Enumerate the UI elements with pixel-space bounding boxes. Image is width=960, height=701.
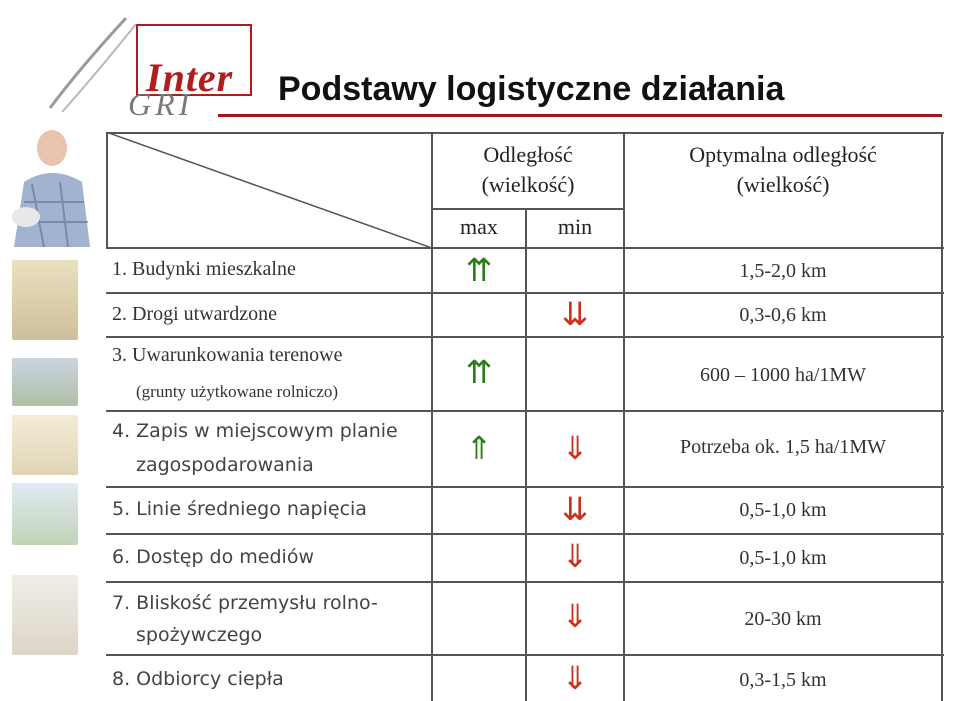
row-3-max-arrow-icon: ⇈ xyxy=(465,354,493,390)
row-3-label: 3. Uwarunkowania terenowe xyxy=(112,344,343,366)
header-max: max xyxy=(460,214,498,239)
logo-word-agri: GRI xyxy=(128,86,194,122)
table-top-line xyxy=(106,132,944,134)
header-distance-line2: (wielkość) xyxy=(481,172,575,197)
row-4-min-arrow-icon: ⇓ xyxy=(561,430,589,466)
col-line-left xyxy=(106,132,108,248)
row-5-value: 0,5-1,0 km xyxy=(739,499,827,521)
page-title: Podstawy logistyczne działania xyxy=(278,70,785,108)
row-7-sublabel: spożywczego xyxy=(136,624,263,646)
row-2-label: 2. Drogi utwardzone xyxy=(112,303,277,325)
header-distance-line1: Odległość xyxy=(483,142,573,167)
row-1-value: 1,5-2,0 km xyxy=(739,260,827,282)
row-6-min-arrow-icon: ⇓ xyxy=(561,538,589,574)
row-4-sublabel: zagospodarowania xyxy=(136,454,314,476)
row-4-value: Potrzeba ok. 1,5 ha/1MW xyxy=(679,436,887,458)
row-3-value: 600 – 1000 ha/1MW xyxy=(699,364,867,386)
header-optimal-line2: (wielkość) xyxy=(736,172,830,197)
logo-word-inter: Inter xyxy=(146,55,234,100)
row-7-label: 7. Bliskość przemysłu rolno- xyxy=(112,592,378,614)
row-1-label: 1. Budynki mieszkalne xyxy=(112,258,296,280)
header-diagonal xyxy=(106,132,432,248)
row-4-max-arrow-icon: ⇑ xyxy=(465,430,493,466)
row-5-label: 5. Linie średniego napięcia xyxy=(112,498,367,520)
row-3-sublabel: (grunty użytkowane rolniczo) xyxy=(136,382,339,401)
row-7-value: 20-30 km xyxy=(744,608,822,630)
row-7-min-arrow-icon: ⇓ xyxy=(561,598,589,634)
header-optimal-line1: Optymalna odległość xyxy=(689,142,877,167)
row-2-value: 0,3-0,6 km xyxy=(739,304,827,326)
row-1-max-arrow-icon: ⇈ xyxy=(465,252,493,288)
row-8-value: 0,3-1,5 km xyxy=(739,669,827,691)
row-8-label: 8. Odbiorcy ciepła xyxy=(112,668,284,690)
row-6-value: 0,5-1,0 km xyxy=(739,547,827,569)
row-8-min-arrow-icon: ⇓ xyxy=(561,660,589,696)
row-2-min-arrow-icon: ⇊ xyxy=(561,296,589,332)
header-min: min xyxy=(557,214,593,239)
header-split-line xyxy=(432,208,624,210)
row-6-label: 6. Dostęp do mediów xyxy=(112,546,314,568)
row-5-min-arrow-icon: ⇊ xyxy=(561,491,589,527)
row-4-label: 4. Zapis w miejscowym planie xyxy=(112,420,398,442)
